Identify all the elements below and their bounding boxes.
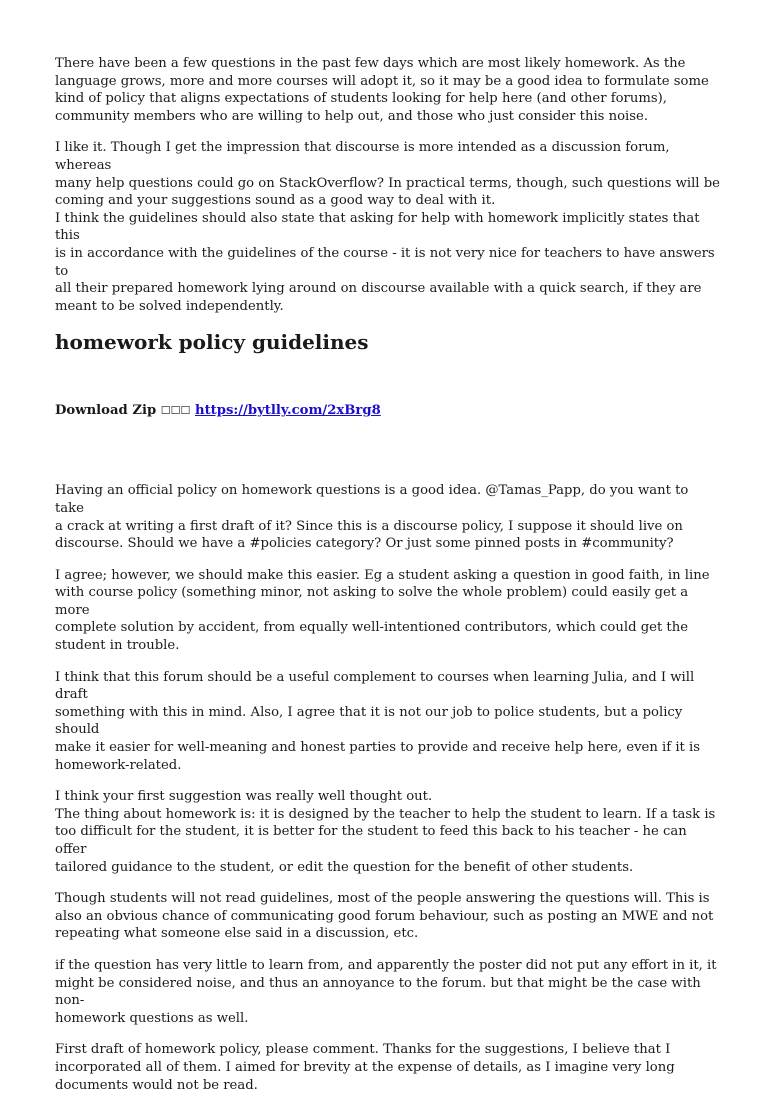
paragraph [55,669,720,775]
text-line: First draft of homework policy, please comment. Thanks for the suggestions, I believe that I [55,1042,671,1058]
text-line: Having an official policy on homework questions is a good idea. @Tamas_Papp, do you want to take [55,483,689,516]
text-line: incorporated all of them. I aimed for brevity at the expense of details, as I imagine very long [55,1059,675,1075]
page-title: homework policy guidelines [55,330,369,355]
text-line: too difficult for the student, it is better for the student to feed this back to his teacher - he can offer [55,824,687,857]
intro-section [55,55,720,315]
text-line: student in trouble. [55,638,180,654]
text-line: if the question has very little to learn from, and apparently the poster did not put any effort in it, it [55,957,717,973]
text-line: I think the guidelines should also state that asking for help with homework implicitly states that this [55,210,700,244]
paragraph [55,55,720,125]
text-line: a crack at writing a first draft of it? Since this is a discourse policy, I suppose it should live on [55,518,683,534]
paragraph [55,788,720,876]
placeholder-glyphs: ☐☐☐ [160,404,191,418]
text-line: homework questions as well. [55,1010,249,1026]
text-line: is in accordance with the guidelines of the course - it is not very nice for teachers to have answers to [55,245,715,279]
text-line: There have been a few questions in the past few days which are most likely homework. As the [55,56,686,71]
paragraph [55,567,720,655]
text-line: make it easier for well-meaning and honest parties to provide and receive help here, even if it is [55,740,701,756]
text-line: The thing about homework is: it is designed by the teacher to help the student to learn. If a task is [55,806,716,822]
text-line: meant to be solved independently. [55,298,284,314]
text-line: with course policy (something minor, not asking to solve the whole problem) could easily get a more [55,585,689,618]
text-line: something with this in mind. Also, I agree that it is not our job to police students, but a policy should [55,704,683,738]
text-line: I agree; however, we should make this easier. Eg a student asking a question in good faith, in line [55,567,710,583]
paragraph [55,482,720,552]
paragraph [55,1041,720,1094]
paragraph [55,957,720,1027]
text-line: complete solution by accident, from equally well-intentioned contributors, which could get the [55,620,689,636]
text-line: discourse. Should we have a #policies category? Or just some pinned posts in #community? [55,536,674,552]
paragraph [55,890,720,943]
text-line: community members who are willing to help out, and those who just consider this noise. [55,108,649,124]
text-line: all their prepared homework lying around on discourse available with a quick search, if they are [55,281,702,297]
text-line: many help questions could go on StackOverflow? In practical terms, though, such questions will be [55,175,720,191]
text-line: coming and your suggestions sound as a good way to deal with it. [55,193,496,209]
download-link[interactable]: https://bytlly.com/2xBrg8 [194,403,381,419]
text-line: might be considered noise, and thus an annoyance to the forum. but that might be the case with non- [55,975,701,1009]
text-line: I think your first suggestion was really well thought out. [55,789,433,805]
text-line: language grows, more and more courses will adopt it, so it may be a good idea to formulate some [55,73,709,89]
paragraph [55,139,720,315]
text-line: repeating what someone else said in a discussion, etc. [55,926,419,942]
text-line: documents would not be read. [55,1077,258,1093]
text-line: tailored guidance to the student, or edit the question for the benefit of other students. [55,859,634,875]
text-line: I like it. Though I get the impression that discourse is more intended as a discussion forum, whereas [55,140,670,173]
text-line: kind of policy that aligns expectations of students looking for help here (and other forums), [55,91,667,107]
body-section [55,482,720,1094]
text-line: homework-related. [55,757,182,773]
text-line: also an obvious chance of communicating good forum behaviour, such as posting an MWE and not [55,908,714,924]
text-line: Though students will not read guidelines, most of the people answering the questions will. This is [55,891,710,907]
text-line: I think that this forum should be a useful complement to courses when learning Julia, and I will draft [55,669,695,703]
download-label: Download Zip [55,403,157,419]
document-page [55,55,720,1108]
download-line [55,402,720,420]
